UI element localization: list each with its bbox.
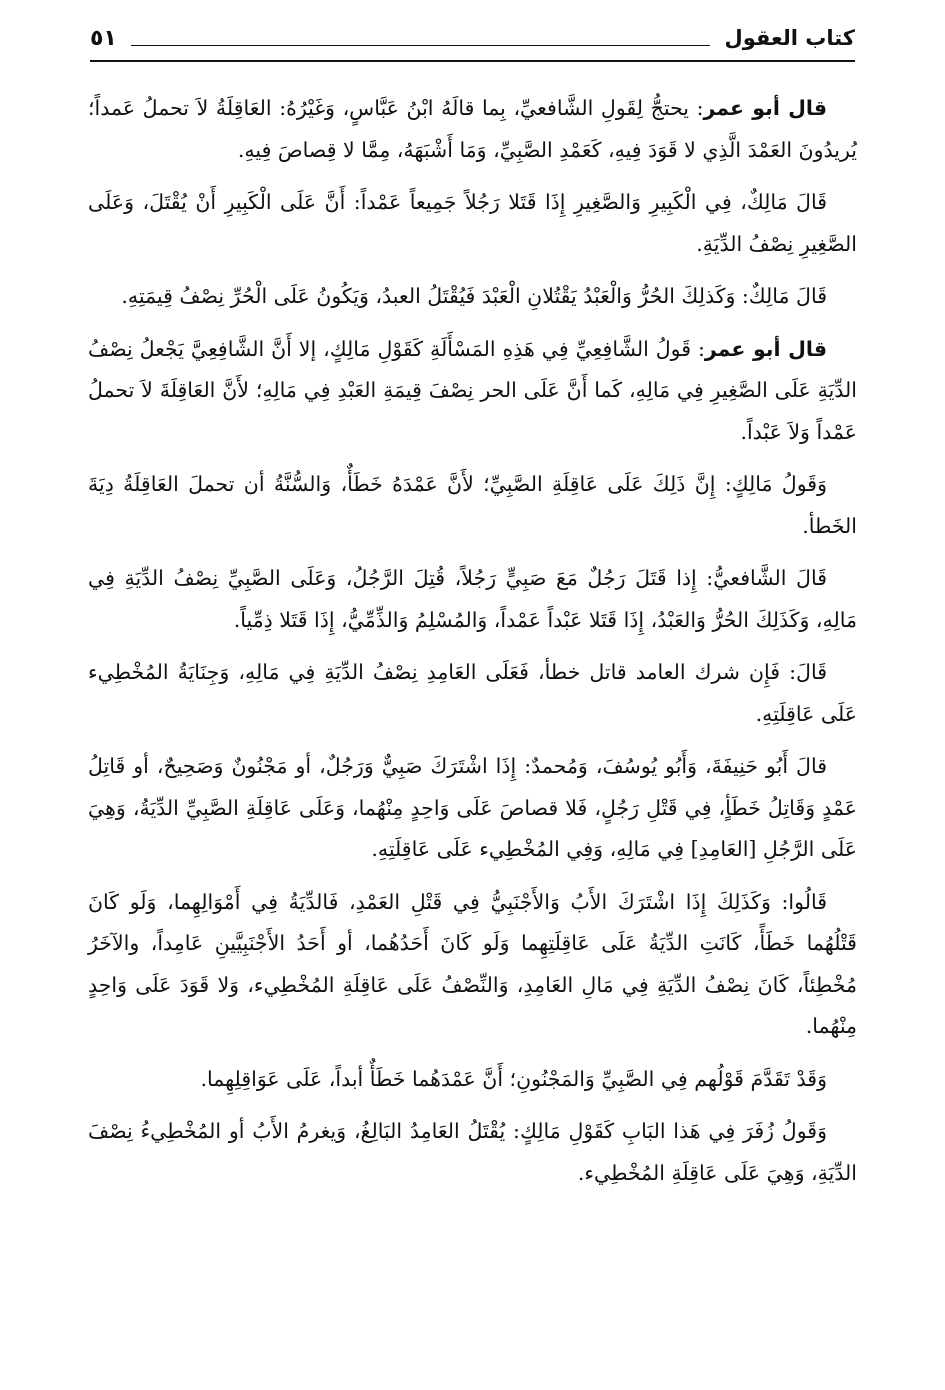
paragraph bbox=[88, 558, 857, 641]
paragraph-text: وَقَولُ زُفَرَ فِي هَذا البَابِ كَقَوْلِ مَالِكٍ: يُقْتَلُ العَامِدُ البَالِغُ، وَيغرمُ الأَبُ أو المُخْطِيءُ نِصْفَ الدِّيَةِ، وَهِيَ عَلَى عَاقِلَةِ المُخْطِيء. bbox=[88, 1119, 857, 1185]
paragraph bbox=[88, 464, 857, 547]
paragraph bbox=[88, 746, 857, 871]
paragraph-text: قَالُوا: وَكَذَلِكَ إِذَا اشْتَرَكَ الأَبُ وَالأَجْنَبِيُّ فِي قَتْلِ العَمْدِ، فَالدِّيَةُ فِي أَمْوَالِهِما، وَلَو كَانَ قَتْلُهُما خَطَأً، كَانَتِ الدِّيَةُ عَلَى عَاقِلَتِهِما وَلَو كَانَ أَحَدُهُما، أو أَحَدُ الأَجْنَبِيَّينِ عَامِداً، والآخَرُ مُخْطِئاً، كَانَ نِصْفُ الدِّيَةِ فِي مَالِ العَامِدِ، وَالنِّصْفُ عَلَى عَاقِلَةِ المُخْطِيء، وَلا قَوَدَ عَلَى وَاحِدٍ مِنْهُما. bbox=[88, 889, 857, 1038]
paragraph-text: : يحتجُّ لِقَولِ الشَّافعيِّ، بِما قالَهُ ابْنُ عَبَّاسٍ، وَغَيْرُهُ: العَاقِلَةُ لاَ تحملُ عَمداً؛ يُريدُونَ العَمْدَ الَّذِي لا قَوَدَ فِيهِ، كَعَمْدِ الصَّبِيِّ، وَمَا أَشْبَهَهُ، مِمَّا لا قِصاصَ فِيهِ. bbox=[88, 96, 857, 162]
running-title: كتاب العقول bbox=[724, 26, 855, 50]
paragraph-text: قَالَ مَالِكٌ، فِي الْكَبِيرِ وَالصَّغِيرِ إِذَا قَتَلا رَجُلاً جَمِيعاً عَمْداً: أَنَّ عَلَى الْكَبِيرِ أَنْ يُقْتَلَ، وَعَلَى الصَّغِيرِ نِصْفُ الدِّيَةِ. bbox=[88, 190, 857, 256]
page-body bbox=[88, 88, 857, 1370]
paragraph bbox=[88, 182, 857, 265]
paragraph bbox=[88, 329, 857, 454]
paragraph-text: قالَ أَبُو حَنِيفَةَ، وَأَبُو يُوسُفَ، وَمُحمدٌ: إِذَا اشْتَرَكَ صَبِيٌّ وَرَجُلٌ، أو مَجْنُونٌ وَصَحِيحٌ، أو قَاتِلُ عَمْدٍ وَقَاتِلُ خَطَأٍ، فِي قَتْلِ رَجُلٍ، فَلا قصاصَ عَلَى وَاحِدٍ مِنْهُما، وَعَلَى عَاقِلَةِ الصَّبِيِّ الدِّيَةُ، وَهِيَ عَلَى الرَّجُلِ [العَامِدِ] فِي مَالِهِ، وَفِي المُخْطِيء عَلَى عَاقِلَتِهِ. bbox=[88, 754, 857, 861]
paragraph-text: وَقَولُ مَالِكٍ: إِنَّ ذَلِكَ عَلَى عَاقِلَةِ الصَّبِيِّ؛ لأَنَّ عَمْدَهُ خَطَأٌ، وَالسُّنَّةُ أن تحملَ العَاقِلَةُ دِيَةَ الخَطأ. bbox=[88, 472, 857, 538]
speaker-label: قال أبو عمر bbox=[704, 336, 827, 361]
paragraph bbox=[88, 88, 857, 171]
paragraph-text: : قَولُ الشَّافِعِيِّ فِي هَذِهِ المَسْأَلَةِ كَقَوْلِ مَالِكٍ، إلا أَنَّ الشَّافِعِيَّ يَجْعلُ نِصْفُ الدِّيَةِ عَلَى الصَّغِيرِ فِي مَالِهِ، كَما أَنَّ عَلَى الحر نِصْفَ قِيمَةِ العَبْدِ فِي مَالِهِ؛ لأَنَّ العَاقِلَةَ لاَ تحملُ عَمْداً وَلاَ عَبْداً. bbox=[88, 336, 857, 444]
paragraph bbox=[88, 1059, 857, 1101]
paragraph bbox=[88, 882, 857, 1048]
paragraph-text: قَالَ مَالِكٌ: وَكَذلِكَ الحُرُّ وَالْعَبْدُ يَقْتُلانِ الْعَبْدَ فَيُقْتَلُ العبدُ، وَيَكُونُ عَلَى الْحُرِّ نِصْفُ قِيمَتِهِ. bbox=[121, 284, 827, 308]
paragraph bbox=[88, 652, 857, 735]
page-number: ٥١ bbox=[90, 25, 117, 51]
page-header bbox=[90, 18, 855, 58]
paragraph-text: وَقَدْ تَقَدَّمَ قَوْلُهم فِي الصَّبِيِّ وَالمَجْنُونِ؛ أَنَّ عَمْدَهُما خَطَأٌ أبداً، عَلَى عَوَاقِلِهِما. bbox=[200, 1066, 827, 1091]
header-divider bbox=[90, 60, 855, 62]
paragraph bbox=[88, 276, 857, 318]
header-rule bbox=[131, 45, 711, 46]
paragraph-text: قَالَ: فَإِن شرك العامد قاتل خطأ، فَعَلَى العَامِدِ نِصْفُ الدِّيَةِ فِي مَالِهِ، وَجِنَايَةُ المُخْطِيء عَلَى عَاقِلَتِهِ. bbox=[88, 660, 857, 726]
speaker-label: قال أبو عمر bbox=[703, 96, 827, 120]
paragraph-text: قَالَ الشَّافعيُّ: إِذا قَتَلَ رَجُلٌ مَعَ صَبِيٍّ رَجُلاً، قُتِلَ الرَّجُلُ، وَعَلَى الصَّبِيِّ نِصْفُ الدِّيَةِ فِي مَالِهِ، وَكَذَلِكَ الحُرُّ وَالعَبْدُ، إِذَا قَتَلا عَبْداً عَمْداً، وَالمُسْلِمُ وَالذِّمِّيُّ، إِذَا قَتَلا ذِمِّياً. bbox=[88, 566, 857, 632]
paragraph bbox=[88, 1111, 857, 1194]
